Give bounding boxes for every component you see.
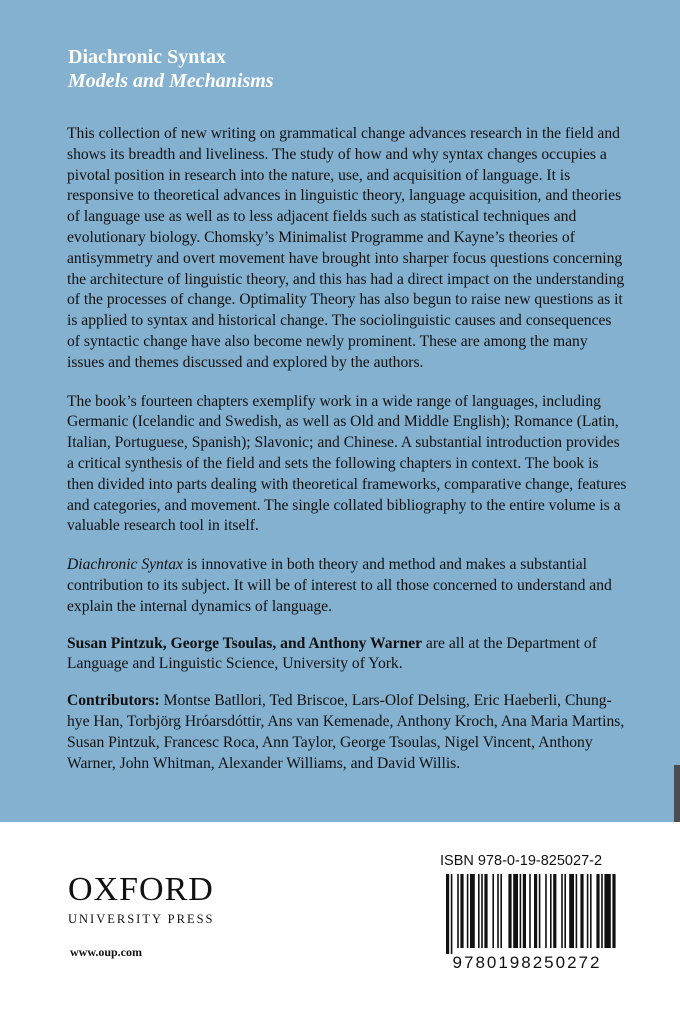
barcode-bar bbox=[467, 874, 469, 948]
barcode-bar bbox=[460, 874, 463, 948]
barcode-digits: 9780198250272 bbox=[452, 953, 602, 972]
barcode-bar bbox=[580, 874, 583, 948]
barcode-bar bbox=[446, 874, 449, 954]
barcode-bar bbox=[529, 874, 531, 948]
barcode-bar bbox=[534, 874, 537, 948]
contributors-paragraph bbox=[67, 691, 627, 774]
publisher-logo bbox=[68, 873, 214, 927]
book-title: Diachronic Syntax bbox=[68, 46, 226, 68]
barcode-bar bbox=[451, 874, 453, 954]
editors-names: Susan Pintzuk, George Tsoulas, and Anthony Warner bbox=[67, 634, 422, 652]
blurb bbox=[67, 124, 627, 792]
barcode-bar bbox=[545, 874, 547, 948]
barcode-bar bbox=[481, 874, 483, 948]
barcode-bar bbox=[596, 874, 599, 948]
barcode-bar bbox=[587, 874, 589, 948]
barcode-bar bbox=[576, 874, 578, 948]
barcode-bar bbox=[590, 874, 592, 948]
contributors-list: Montse Batllori, Ted Briscoe, Lars-Olof Delsing, Eric Haeberli, Chung-hye Han, Torbjörg Hróarsdóttir, Ans van Kemenade, Anthony Kroch, Ana Maria Martins, Susan Pintzuk, Francesc Roca, Ann Taylor, George Tsoulas, Nigel Vincent, Anthony Warner, John Whitman, Alexander Williams, and David Willis. bbox=[67, 692, 625, 772]
barcode-bar bbox=[550, 874, 552, 948]
barcode-bar bbox=[601, 874, 603, 948]
barcode-bar bbox=[553, 874, 556, 948]
barcode-bar bbox=[604, 874, 610, 948]
barcode-bar bbox=[500, 874, 502, 948]
isbn-label: ISBN 978-0-19-825027-2 bbox=[440, 853, 603, 869]
barcode-bar bbox=[457, 874, 459, 948]
page-edge-shadow bbox=[674, 765, 680, 822]
barcode-icon bbox=[434, 872, 620, 972]
barcode-bar bbox=[569, 874, 574, 948]
publisher-press: UNIVERSITY PRESS bbox=[68, 912, 215, 926]
publisher-website[interactable]: www.oup.com bbox=[70, 945, 143, 959]
barcode-bar bbox=[470, 874, 475, 948]
barcode-bar bbox=[561, 874, 563, 948]
barcode-bar bbox=[492, 874, 494, 948]
italic-title: Diachronic Syntax bbox=[67, 556, 183, 574]
barcode-bar bbox=[564, 874, 566, 948]
blurb-paragraph-1: This collection of new writing on grammatical change advances research in the field and shows its breadth and liveliness. The study of how and why syntax changes occupies a pivotal position in research into the nature, use, and acquisition of language. It is responsive to theoretical advances in linguistic theory, language acquisition, and theories of language use as well as to less adjacent fields such as statistical techniques and evolutionary biology. Chomsky’s Minimalist Programme and Kayne’s theories of antisymmetry and overt movement have brought into sharper focus questions concerning the architecture of linguistic theory, and this has had a direct impact on the understanding of the processes of change. Optimality Theory has also begun to raise new questions as it is applied to syntax and historical change. The sociolinguistic causes and consequences of syntactic change have also become newly prominent. These are among the many issues and themes discussed and explored by the authors. bbox=[67, 125, 625, 371]
barcode-bar bbox=[523, 874, 526, 948]
barcode-bar bbox=[497, 874, 499, 948]
contributors-label: Contributors: bbox=[67, 692, 160, 710]
barcode-bar bbox=[539, 874, 541, 948]
barcode-bar bbox=[612, 874, 615, 948]
blurb-paragraph-3 bbox=[67, 555, 627, 617]
publisher-name: OXFORD bbox=[68, 871, 214, 908]
book-subtitle: Models and Mechanisms bbox=[68, 70, 274, 92]
editors-paragraph bbox=[67, 634, 627, 676]
barcode-bar bbox=[484, 874, 487, 948]
barcode-bar bbox=[508, 874, 511, 948]
editors-affiliation: are all at the Department of Language and Linguistic Science, University of York. bbox=[67, 634, 597, 673]
barcode-bar bbox=[520, 874, 522, 948]
barcode-bar bbox=[478, 874, 480, 948]
blurb-paragraph-2: The book’s fourteen chapters exemplify work in a wide range of languages, including Germanic (Icelandic and Swedish, as well as Old and Middle English); Romance (Latin, Italian, Portuguese, Spanish); Slavonic; and Chinese. A substantial introduction provides a critical synthesis of the field and sets the following chapters in context. The book is then divided into parts dealing with theoretical frameworks, comparative change, features and categories, and movement. The single collated bibliography to the entire volume is a valuable research tool in itself. bbox=[67, 392, 627, 535]
barcode-bar bbox=[513, 874, 518, 948]
paragraph-3-text: is innovative in both theory and method and makes a substantial contribution to its subject. It will be of interest to all those concerned to understand and explain the internal dynamics of language. bbox=[67, 556, 612, 615]
